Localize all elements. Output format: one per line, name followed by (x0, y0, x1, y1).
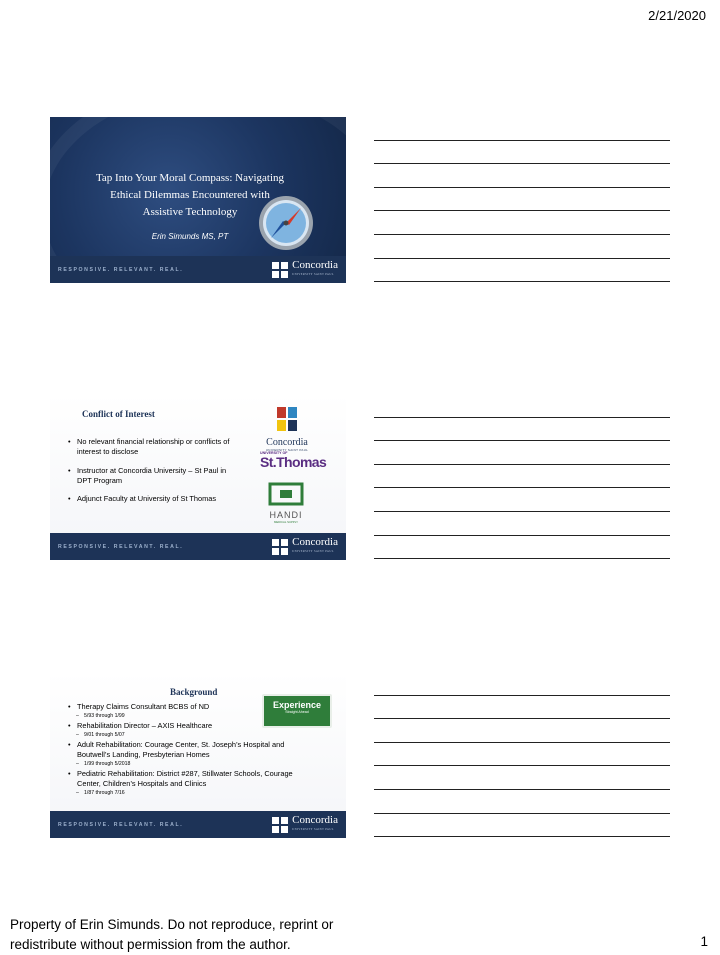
concordia-logo: Concordia UNIVERSITY SAINT PAUL (271, 260, 338, 280)
shield-icon (271, 261, 289, 279)
concordia-shield-icon (276, 406, 298, 432)
notes-lines-1 (374, 117, 670, 282)
bullet-list (68, 701, 318, 797)
handi-logo: HANDI MEDICAL SUPPLY (260, 482, 312, 524)
slide-author: Erin Simunds MS, PT (151, 232, 229, 241)
notes-lines-2 (374, 394, 670, 559)
slide-thumbnail-2 (50, 394, 346, 560)
concordia-logo: Concordia UNIVERSITY SAINT PAUL (271, 537, 338, 557)
handi-mark-icon (268, 482, 304, 506)
experience-sign-image: Experience Straight Ahead (262, 694, 332, 728)
slide-footer: RESPONSIVE. RELEVANT. REAL. Concordia UNIVERSITY SAINT PAUL (50, 533, 346, 560)
list-item: • Instructor at Concordia University – St Paul in DPT Program (68, 466, 233, 486)
list-item: • No relevant financial relationship or conflicts of interest to disclose (68, 437, 233, 457)
slide-footer: RESPONSIVE. RELEVANT. REAL. Concordia UNIVERSITY SAINT PAUL (50, 811, 346, 838)
concordia-university-logo: Concordia UNIVERSITY SAINT PAUL (257, 406, 317, 452)
list-item: • Adjunct Faculty at University of St Thomas (68, 494, 233, 504)
slide-title: Conflict of Interest (82, 409, 155, 419)
list-subitem: – 1/87 through 7/16 (68, 789, 318, 797)
page-number: 1 (700, 934, 708, 949)
bullet-list (68, 437, 233, 513)
shield-icon (271, 538, 289, 556)
list-item: • Adult Rehabilitation: Courage Center, St. Joseph’s Hospital and Boutwell’s Landing, Presbyterian Homes (68, 740, 302, 760)
slide-title: Tap Into Your Moral Compass: Navigating Ethical Dilemmas Encountered with Assistive Technology (95, 172, 285, 218)
concordia-logo: Concordia UNIVERSITY SAINT PAUL (271, 815, 338, 835)
list-subitem: – 9/01 through 5/07 (68, 731, 318, 739)
shield-icon (271, 816, 289, 834)
slide-thumbnail-3 (50, 672, 346, 838)
st-thomas-logo: UNIVERSITY OF St.Thomas (260, 451, 327, 470)
copyright-notice: Property of Erin Simunds. Do not reproduce, reprint or redistribute without permission from the author. (10, 917, 334, 952)
list-item: • Rehabilitation Director – AXIS Healthcare (68, 721, 318, 731)
list-subitem: – 1/99 through 5/2018 (68, 760, 318, 768)
slide-title: Background (170, 687, 218, 697)
notes-lines-3 (374, 672, 670, 837)
list-subitem: – 5/93 through 1/99 (68, 712, 318, 720)
slide-thumbnail-1 (50, 117, 346, 283)
document-date: 2/21/2020 (648, 8, 706, 23)
list-item: • Therapy Claims Consultant BCBS of ND (68, 702, 318, 712)
slide-footer: RESPONSIVE. RELEVANT. REAL. Concordia UNIVERSITY SAINT PAUL (50, 256, 346, 283)
compass-icon (257, 194, 315, 252)
list-item: • Pediatric Rehabilitation: District #287, Stillwater Schools, Courage Center, Children’s Hospitals and Clinics (68, 769, 302, 789)
